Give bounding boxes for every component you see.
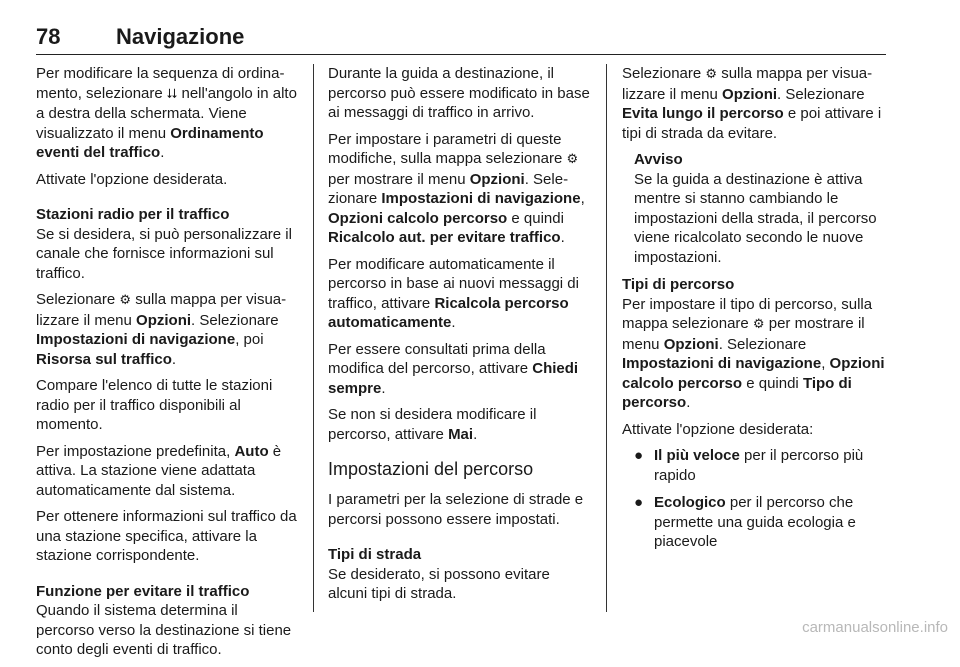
paragraph: Per essere consultati prima della modifica del percorso, attivare Chiedi sempre. <box>328 340 579 397</box>
subsection-heading: Tipi di percorso <box>622 276 735 293</box>
paragraph: Per impostare i parametri di queste modifiche, sulla mappa selezionare ⚙ per mostrare il menu Opzioni. Sele-zionare Impostazioni di navigazione, Opzioni calcolo percorso e quindi Ricalcolo aut. per evitare traffico. <box>328 130 585 246</box>
page-header <box>36 24 886 58</box>
sort-icon: ⮇ <box>166 86 178 102</box>
column-divider-2 <box>606 64 607 612</box>
subsection-route-types: Tipi di percorso Per impostare il tipo di percorso, sulla mappa selezionare ⚙ per mostrare il menu Opzioni. Selezionare Impostazioni di navigazione, Opzioni calcolo percorso e quindi Tipo di percorso. <box>622 276 885 411</box>
subsection-heading: Tipi di strada <box>328 546 422 563</box>
column-3 <box>622 64 886 560</box>
subsection-heading: Stazioni radio per il traffico <box>36 206 230 223</box>
notice-box <box>622 150 886 267</box>
section-title: Navigazione <box>116 24 245 49</box>
options-list <box>622 446 886 552</box>
paragraph: Per ottenere informazioni sul traffico da una stazione specifica, attivare la stazione corrispondente. <box>36 508 297 564</box>
options-gear-icon: ⚙ <box>119 293 132 308</box>
watermark: carmanualsonline.info <box>802 619 948 636</box>
list-item: ● Il più veloce per il percorso più rapido <box>634 447 864 484</box>
bullet-icon: ● <box>634 494 644 511</box>
paragraph: Compare l'elenco di tutte le stazioni radio per il traffico disponibili al momento. <box>36 377 273 433</box>
section-heading: Impostazioni del percorso <box>328 459 534 479</box>
options-gear-icon: ⚙ <box>705 67 718 82</box>
notice-title: Avviso <box>634 151 683 168</box>
subsection-road-types: Tipi di strada Se desiderato, si possono evitare alcuni tipi di strada. <box>328 545 590 604</box>
column-1 <box>36 64 298 667</box>
paragraph: Attivate l'opzione desiderata. <box>36 170 228 188</box>
paragraph: Attivate l'opzione desiderata: <box>622 420 814 438</box>
paragraph: Se non si desidera modificare il percorso, attivare Mai. <box>328 406 537 443</box>
column-divider-1 <box>313 64 314 612</box>
list-item: ● Ecologico per il percorso che permette una guida ecologia e piacevole <box>634 494 856 550</box>
menu-name: Ordinamento eventi del traffico <box>36 124 264 161</box>
paragraph: Durante la guida a destinazione, il percorso può essere modificato in base ai messaggi di traffico in arrivo. <box>328 65 590 121</box>
options-gear-icon: ⚙ <box>566 152 579 167</box>
paragraph: Per impostazione predefinita, Auto è attiva. La stazione viene adattata automaticamente dal sistema. <box>36 442 282 499</box>
paragraph: Per modificare automaticamente il percorso in base ai nuovi messaggi di traffico, attivare Ricalcola percorso automaticamente. <box>328 255 579 331</box>
subsection-heading: Funzione per evitare il traffico <box>36 582 250 600</box>
options-gear-icon: ⚙ <box>752 317 765 332</box>
bullet-icon: ● <box>634 447 644 464</box>
page-number: 78 <box>36 24 61 49</box>
subsection-radio: Stazioni radio per il traffico Se si desidera, si può personalizzare il canale che fornisce informazioni sul traffico. <box>36 205 298 283</box>
notice-text: Se la guida a destinazione è attiva mentre si stanno cambiando le impostazioni della strada, il percorso viene ricalcolato secondo le nuove impostazioni. <box>634 170 877 266</box>
subsection-avoid-traffic: Funzione per evitare il traffico Quando il sistema determina il percorso verso la destinazione si tiene conto degli eventi di traffico. <box>36 582 298 660</box>
header-rule <box>36 54 886 55</box>
column-2 <box>328 64 590 611</box>
paragraph: Per modificare la sequenza di ordina-mento, selezionare ⮇ nell'angolo in alto a destra della schermata. Viene visualizzato il menu Ordinamento eventi del traffico. <box>36 65 297 161</box>
paragraph: Selezionare ⚙ sulla mappa per visua-lizzare il menu Opzioni. Selezionare Evita lungo il percorso e poi attivare i tipi di strada da evitare. <box>622 65 882 142</box>
paragraph: Selezionare ⚙ sulla mappa per visua-lizzare il menu Opzioni. Selezionare Impostazioni di navigazione, poi Risorsa sul traffico. <box>36 291 287 368</box>
paragraph: I parametri per la selezione di strade e percorsi possono essere impostati. <box>328 491 584 528</box>
